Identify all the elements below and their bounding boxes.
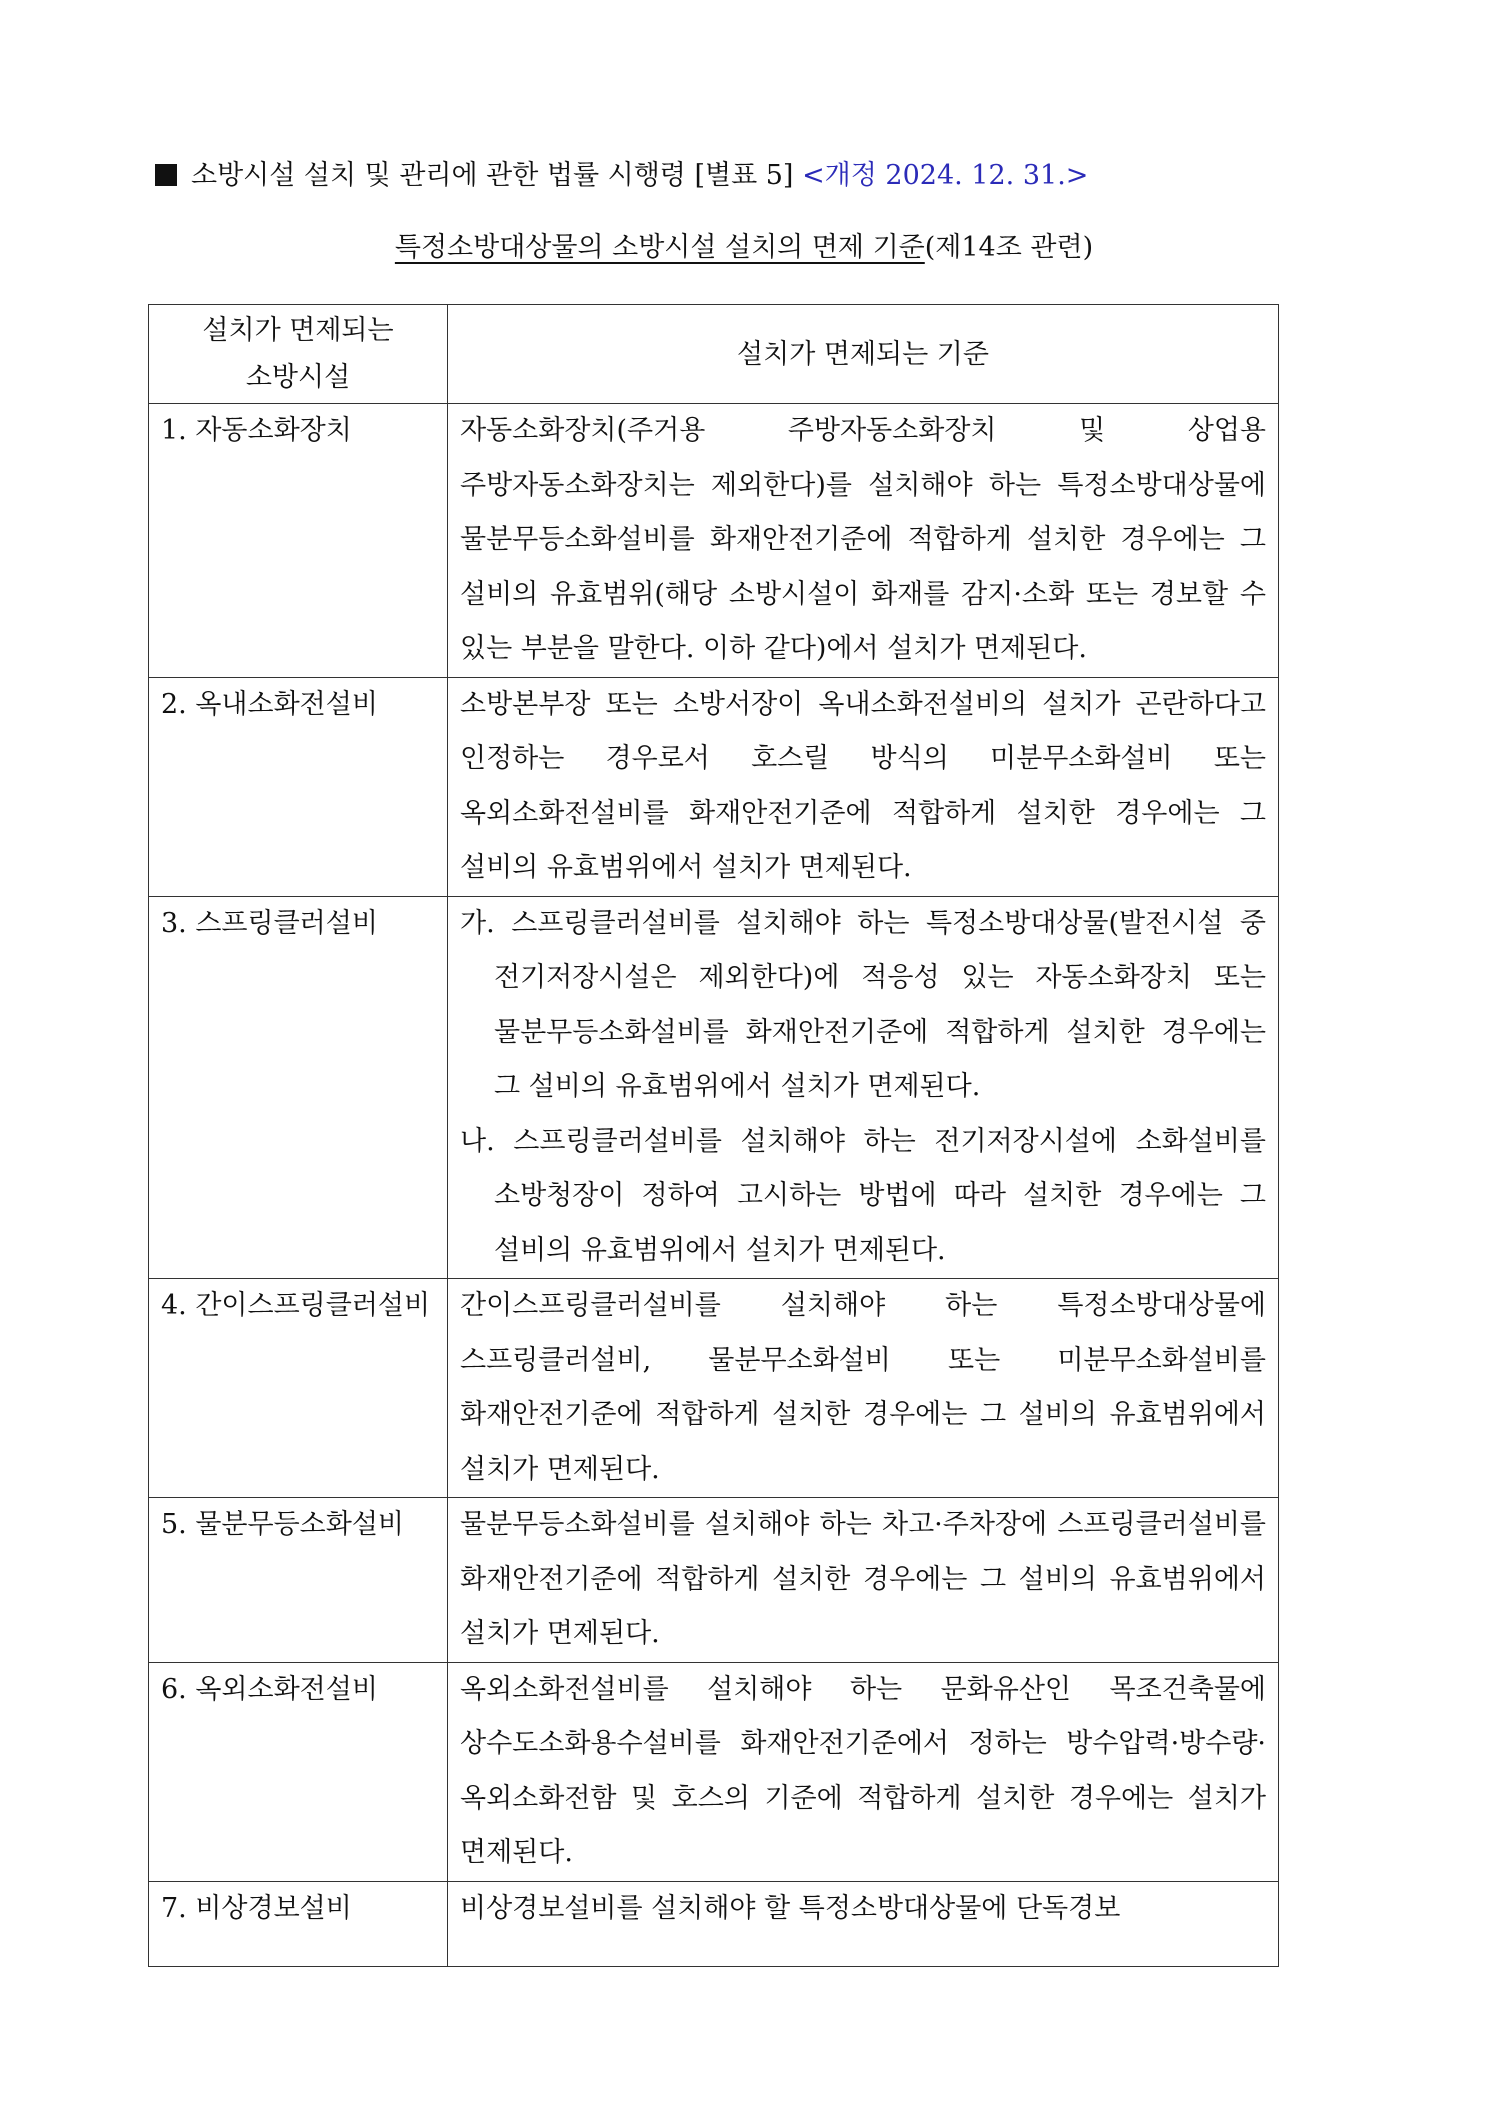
square-bullet-icon xyxy=(155,164,177,186)
table-row xyxy=(149,896,1279,1279)
title-suffix: (제14조 관련) xyxy=(924,232,1094,263)
col-header-facility: 설치가 면제되는 소방시설 xyxy=(149,305,448,404)
table-row xyxy=(149,1279,1279,1498)
table-row xyxy=(149,1881,1279,1966)
table-row xyxy=(149,404,1279,678)
criteria-item: 가. 스프링클러설비를 설치해야 하는 특정소방대상물(발전시설 중 전기저장시설은 제외한다)에 적응성 있는 자동소화장치 또는 물분무등소화설비를 화재안전기준에 적합하게 설치한 경우에는 그 설비의 유효범위에서 설치가 면제된다. xyxy=(460,907,1266,1102)
law-header xyxy=(155,156,1355,196)
criteria-cell: 간이스프링클러설비를 설치해야 하는 특정소방대상물에 스프링클러설비, 물분무소화설비 또는 미분무소화설비를 화재안전기준에 적합하게 설치한 경우에는 그 설비의 유효범위에서 설치가 면제된다. xyxy=(448,1279,1279,1498)
criteria-cell: 비상경보설비를 설치해야 할 특정소방대상물에 단독경보 xyxy=(448,1881,1279,1966)
exemption-table xyxy=(148,304,1279,1967)
facility-cell: 5. 물분무등소화설비 xyxy=(149,1498,448,1663)
facility-cell: 7. 비상경보설비 xyxy=(149,1881,448,1966)
table-row xyxy=(149,1498,1279,1663)
criteria-cell: 자동소화장치(주거용 주방자동소화장치 및 상업용 주방자동소화장치는 제외한다)를 설치해야 하는 특정소방대상물에 물분무등소화설비를 화재안전기준에 적합하게 설치한 경우에는 그 설비의 유효범위(해당 소방시설이 화재를 감지·소화 또는 경보할 수 있는 부분을 말한다. 이하 같다)에서 설치가 면제된다. xyxy=(448,404,1279,678)
facility-cell: 3. 스프링클러설비 xyxy=(149,896,448,1279)
criteria-cell: 소방본부장 또는 소방서장이 옥내소화전설비의 설치가 곤란하다고 인정하는 경우로서 호스릴 방식의 미분무소화설비 또는 옥외소화전설비를 화재안전기준에 적합하게 설치한 경우에는 그 설비의 유효범위에서 설치가 면제된다. xyxy=(448,677,1279,896)
criteria-cell: 옥외소화전설비를 설치해야 하는 문화유산인 목조건축물에 상수도소화용수설비를 화재안전기준에서 정하는 방수압력·방수량·옥외소화전함 및 호스의 기준에 적합하게 설치한 경우에는 설치가 면제된다. xyxy=(448,1662,1279,1881)
criteria-cell xyxy=(448,896,1279,1279)
document-title xyxy=(0,228,1488,268)
criteria-cell: 물분무등소화설비를 설치해야 하는 차고·주차장에 스프링클러설비를 화재안전기준에 적합하게 설치한 경우에는 그 설비의 유효범위에서 설치가 면제된다. xyxy=(448,1498,1279,1663)
facility-cell: 2. 옥내소화전설비 xyxy=(149,677,448,896)
facility-cell: 1. 자동소화장치 xyxy=(149,404,448,678)
table-header-row xyxy=(149,305,1279,404)
table-row xyxy=(149,677,1279,896)
facility-cell: 6. 옥외소화전설비 xyxy=(149,1662,448,1881)
col-header-criteria: 설치가 면제되는 기준 xyxy=(448,305,1279,404)
title-main: 특정소방대상물의 소방시설 설치의 면제 기준 xyxy=(394,232,925,263)
table-row xyxy=(149,1662,1279,1881)
criteria-item: 나. 스프링클러설비를 설치해야 하는 전기저장시설에 소화설비를 소방청장이 정하여 고시하는 방법에 따라 설치한 경우에는 그 설비의 유효범위에서 설치가 면제된다. xyxy=(460,1125,1266,1266)
amendment-date: <개정 2024. 12. 31.> xyxy=(802,160,1089,191)
law-title: 소방시설 설치 및 관리에 관한 법률 시행령 [별표 5] xyxy=(191,160,794,191)
facility-cell: 4. 간이스프링클러설비 xyxy=(149,1279,448,1498)
